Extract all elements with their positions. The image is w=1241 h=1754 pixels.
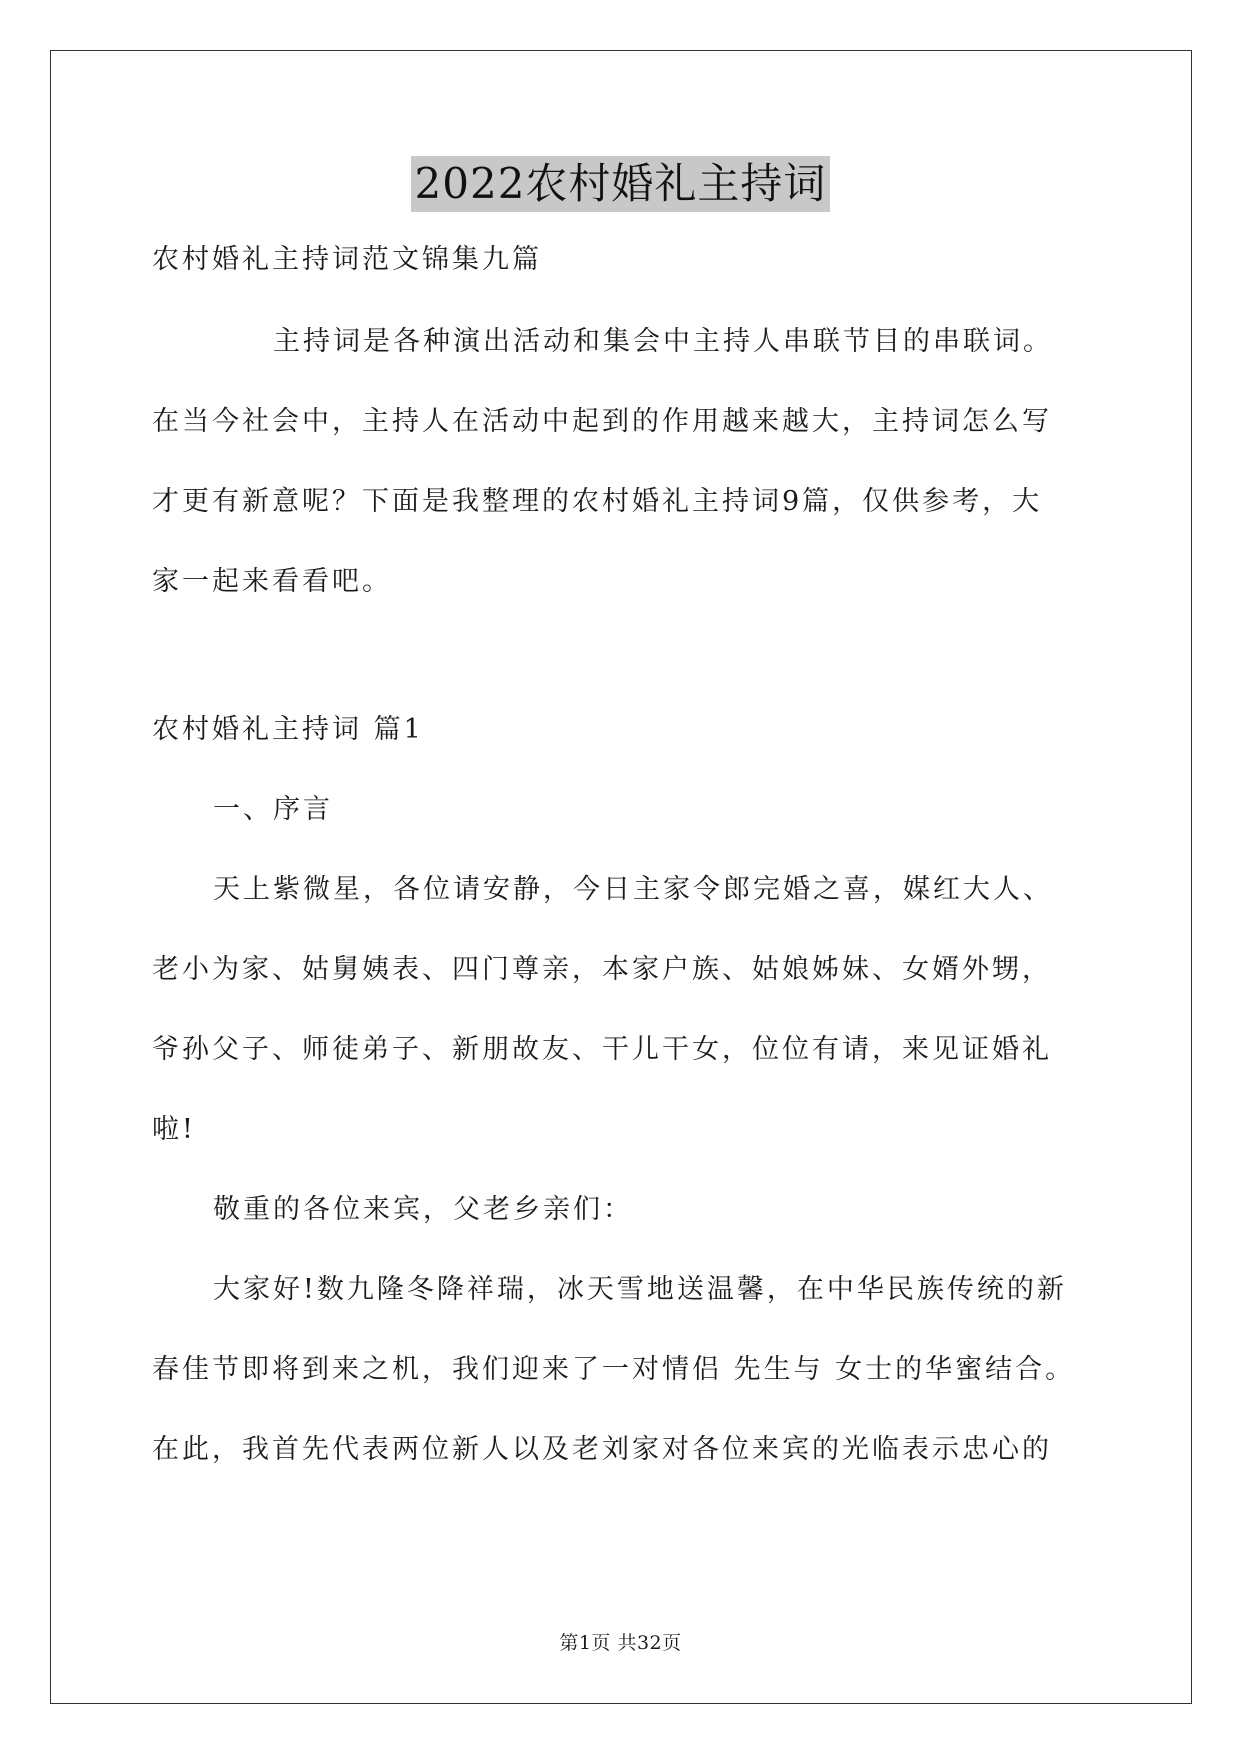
paragraph-line: 才更有新意呢？下面是我整理的农村婚礼主持词9篇，仅供参考，大 [152, 486, 1043, 517]
paragraph-line: 在当今社会中，主持人在活动中起到的作用越来越大，主持词怎么写 [152, 406, 1052, 437]
paragraph-line: 天上紫微星，各位请安静，今日主家令郎完婚之喜，媒红大人、 [213, 874, 1053, 905]
paragraph-line: 爷孙父子、师徒弟子、新朋故友、干儿干女，位位有请，来见证婚礼 [152, 1034, 1052, 1065]
greeting-line: 敬重的各位来宾，父老乡亲们： [213, 1194, 633, 1225]
paragraph-line: 家一起来看看吧。 [152, 566, 392, 597]
section-heading: 农村婚礼主持词 篇1 [152, 714, 424, 745]
page-footer: 第1页 共32页 [559, 1632, 682, 1654]
document-title: 2022农村婚礼主持词 [411, 156, 831, 212]
paragraph-line: 老小为家、姑舅姨表、四门尊亲，本家户族、姑娘姊妹、女婿外甥， [152, 954, 1052, 985]
section-subheading: 一、序言 [213, 794, 333, 825]
title-wrap [0, 156, 1241, 212]
paragraph-line: 春佳节即将到来之机，我们迎来了一对情侣 先生与 女士的华蜜结合。 [152, 1354, 1076, 1385]
paragraph-line: 大家好!数九隆冬降祥瑞，冰天雪地送温馨，在中华民族传统的新 [213, 1274, 1067, 1305]
paragraph-line: 啦! [152, 1114, 196, 1145]
subtitle-line: 农村婚礼主持词范文锦集九篇 [152, 244, 542, 275]
paragraph-line: 主持词是各种演出活动和集会中主持人串联节目的串联词。 [273, 326, 1053, 357]
paragraph-line: 在此，我首先代表两位新人以及老刘家对各位来宾的光临表示忠心的 [152, 1434, 1052, 1465]
